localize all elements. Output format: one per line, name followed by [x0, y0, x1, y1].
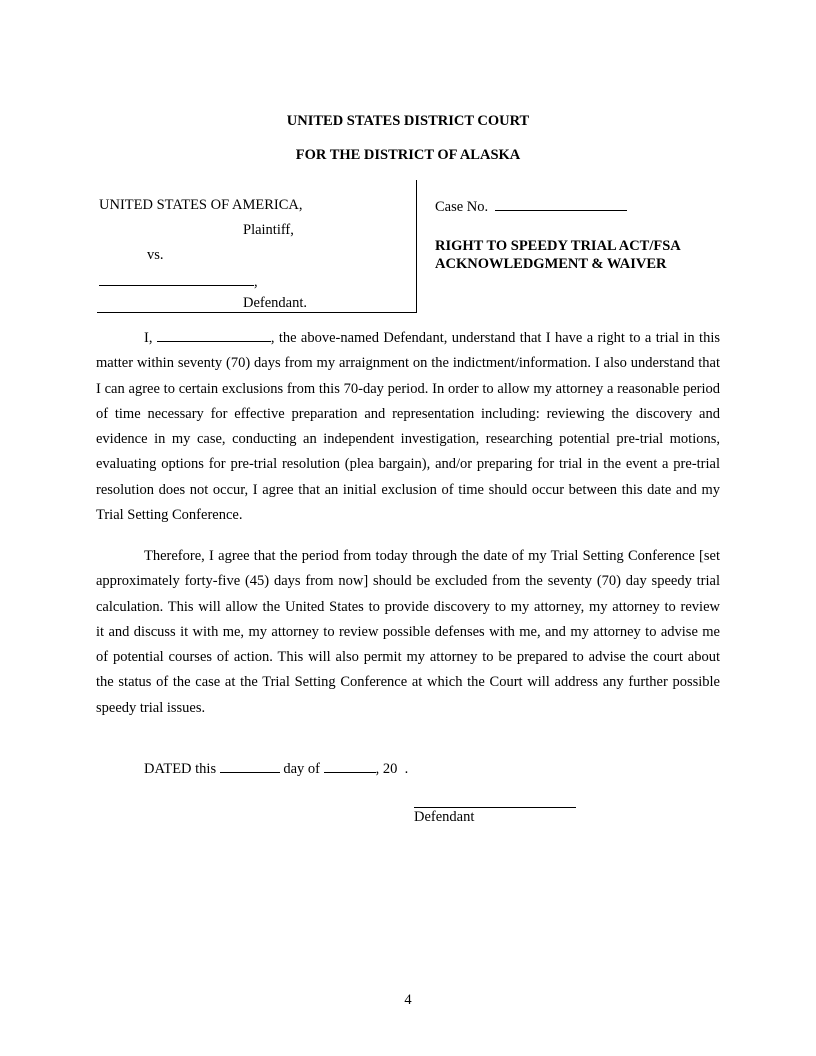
document-title-line1: RIGHT TO SPEEDY TRIAL ACT/FSA: [435, 238, 681, 254]
defendant-name-blank: [99, 272, 254, 286]
opening-text: I,: [144, 330, 153, 346]
paragraph-1-line: evidence in my case, conducting an independent investigation, researching potential pre-trial motions,: [96, 431, 720, 448]
plaintiff-name: UNITED STATES OF AMERICA,: [99, 197, 303, 213]
paragraph-1-line: I can agree to certain exclusions from this 70-day period. In order to allow my attorney a reasonable period: [96, 380, 720, 397]
paragraph-1-line: Trial Setting Conference.: [96, 507, 243, 524]
signature-label: Defendant: [414, 809, 475, 825]
waiver-paragraph-2: [96, 544, 720, 721]
waiver-paragraph-1: [96, 326, 720, 528]
defendant-label: Defendant.: [243, 295, 308, 311]
year-prefix: , 20: [375, 761, 398, 777]
paragraph-2-line: of potential courses of action. This will also permit my attorney to be prepared to advise the court about: [96, 649, 720, 666]
versus-text: vs.: [147, 247, 164, 263]
dated-end: .: [404, 761, 409, 777]
paragraph-2-line: it and discuss it with me, my attorney to review possible defenses with me, and my attorney to advise me: [96, 623, 720, 640]
court-title: UNITED STATES DISTRICT COURT: [286, 113, 530, 129]
paragraph-2-line: calculation. This will allow the United States to provide discovery to my attorney, my attorney to review: [96, 598, 720, 615]
plaintiff-label: Plaintiff,: [243, 222, 294, 238]
paragraph-1-line: of time necessary for effective preparation and representation including: reviewing the discovery and: [96, 405, 720, 422]
month-blank: [324, 759, 376, 773]
district-title: FOR THE DISTRICT OF ALASKA: [295, 147, 521, 163]
defendant-name-line: [99, 272, 258, 291]
day-of-text: day of: [283, 761, 320, 777]
case-number-blank: [495, 197, 627, 211]
paragraph-1-line: evaluating options for pre-trial resolution (plea bargain), and/or preparing for trial in the event a pre-trial: [96, 456, 720, 473]
after-blank-comma: ,: [270, 330, 275, 346]
signature-line: [414, 807, 576, 808]
case-number-line: [435, 197, 627, 216]
dated-line: [144, 759, 408, 778]
paragraph-1-line: [96, 326, 720, 351]
paragraph-2-line: approximately forty-five (45) days from now] should be excluded from the seventy (70) day speedy trial: [96, 573, 720, 590]
day-blank: [220, 759, 280, 773]
page-number: 4: [404, 992, 412, 1008]
dated-prefix: DATED this: [144, 761, 217, 777]
defendant-blank-suffix: ,: [254, 274, 258, 290]
caption-divider-horizontal: [97, 312, 417, 313]
caption-divider-vertical: [416, 180, 417, 313]
paragraph-1-line: matter within seventy (70) days from my arraignment on the indictment/information. I also understand that: [96, 355, 720, 372]
document-title-line2: ACKNOWLEDGMENT & WAIVER: [435, 256, 667, 272]
case-number-label: Case No.: [435, 199, 489, 215]
paragraph-1-line-text: the above-named Defendant, understand that I have a right to a trial in this: [278, 330, 720, 346]
paragraph-1-line: resolution does not occur, I agree that an initial exclusion of time should occur between this date and my: [96, 481, 720, 498]
paragraph-2-line: speedy trial issues.: [96, 699, 206, 716]
paragraph-2-line: Therefore, I agree that the period from today through the date of my Trial Setting Conference [set: [144, 548, 720, 564]
defendant-name-blank-inline: [157, 328, 271, 342]
paragraph-2-line: the status of the case at the Trial Setting Conference at which the Court will address any further possible: [96, 674, 720, 691]
